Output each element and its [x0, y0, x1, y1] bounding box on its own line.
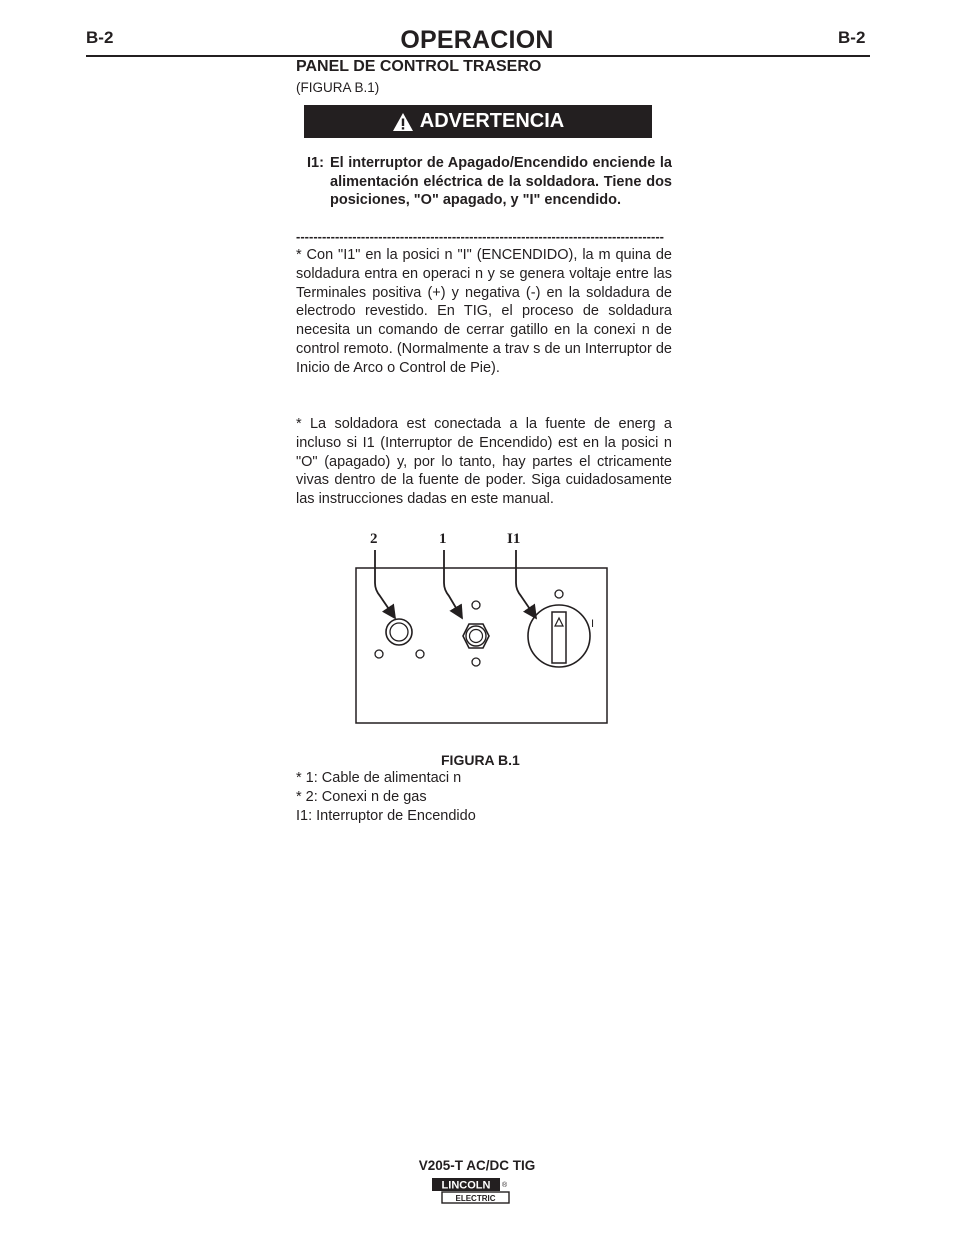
page-number-left: B-2 [86, 28, 114, 47]
power-cable-strain-relief [463, 601, 489, 666]
registered-mark: ® [502, 1182, 508, 1189]
warning-item-text: El interruptor de Apagado/Encendido enciende la alimentación eléctrica de la soldadora. Tiene dos posiciones, "O" apagado, y "I" encendido. [330, 155, 672, 209]
warning-label: ADVERTENCIA [419, 110, 565, 132]
legend-item-power-switch: I1: Interruptor de Encendido [296, 808, 476, 824]
warning-triangle-icon [392, 112, 414, 132]
body-paragraph-1: * Con "I1" en la posici n "I" (ENCENDIDO), la m quina de soldadura entra en operaci n y se genera voltaje entre las Terminales positiva (+) y negativa (-) en la soldadura de electrodo revestido. En TIG, el proceso de soldadura necesita un comando de cerrar gatillo en la conexi n de control remoto. (Normalmente a trav s de un Interruptor de Inicio de Arco o Control de Pie). [296, 247, 672, 376]
switch-on-mark: I [591, 618, 595, 630]
arrow-to-power-cable [444, 550, 462, 618]
logo-bottom-text: ELECTRIC [455, 1194, 496, 1203]
figure-caption: FIGURA B.1 [441, 752, 520, 768]
arrow-to-gas-connection [375, 550, 395, 618]
power-switch-i1 [528, 590, 594, 667]
logo-top-text: LINCOLN [441, 1179, 491, 1192]
section-title: PANEL DE CONTROL TRASERO [296, 58, 542, 75]
figure-label-1: 1 [439, 531, 447, 547]
legend-item-gas-connection: * 2: Conexi n de gas [296, 789, 427, 805]
section-subtitle: (FIGURA B.1) [296, 80, 380, 95]
dashed-divider: ------------------------------------------------------------------------------------- [296, 229, 664, 244]
gas-connection-fitting [375, 619, 424, 658]
arrow-to-power-switch [516, 550, 536, 618]
page-title: OPERACION [400, 26, 554, 54]
rear-panel-outline [356, 568, 607, 723]
rear-panel-figure [350, 528, 612, 728]
warning-item-tag: I1: [307, 155, 324, 171]
header-rule [86, 55, 870, 57]
page-number-right: B-2 [838, 28, 866, 47]
warning-banner [304, 105, 652, 138]
footer-model-name: V205-T AC/DC TIG [418, 1158, 536, 1173]
figure-label-2: 2 [370, 531, 378, 547]
figure-label-i1: I1 [507, 531, 521, 547]
legend-item-power-cable: * 1: Cable de alimentaci n [296, 770, 462, 786]
lincoln-electric-logo [431, 1177, 513, 1205]
body-paragraph-2: * La soldadora est conectada a la fuente de energ a incluso si I1 (Interruptor de Encendido) est en la posici n "O" (apagado) y, por lo tanto, hay partes el ctricamente vivas dentro de la fuente de poder. Siga cuidadosamente las instrucciones dadas en este manual. [296, 416, 672, 508]
rear-panel-diagram [350, 528, 612, 728]
